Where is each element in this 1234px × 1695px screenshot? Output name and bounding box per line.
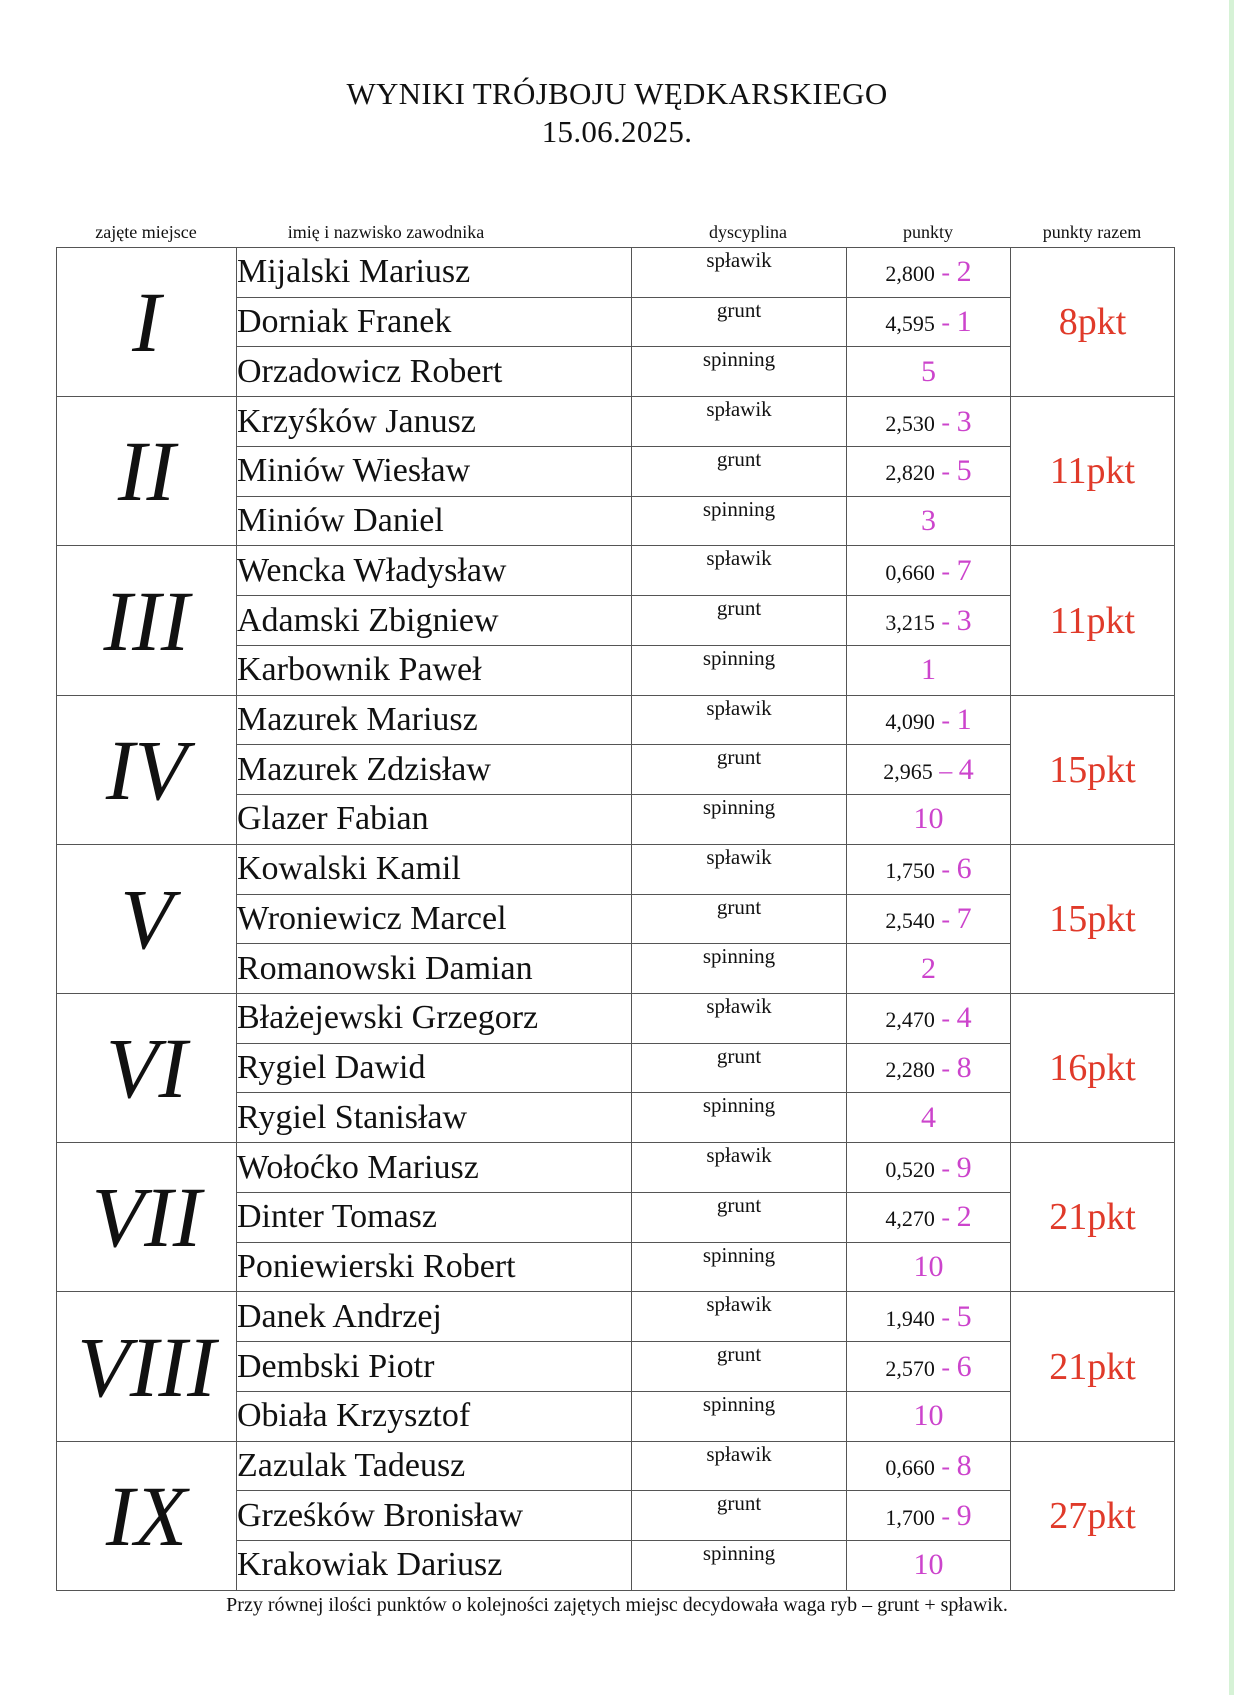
points-separator: -	[934, 1054, 957, 1084]
place-numeral: IX	[57, 1441, 237, 1590]
points-cell	[847, 1441, 1011, 1491]
results-table	[56, 247, 1175, 1591]
discipline-cell: spinning	[632, 347, 847, 397]
weight-value: 2,530	[885, 410, 935, 436]
competitor-name: Karbownik Paweł	[237, 645, 632, 695]
table-row	[57, 546, 1175, 596]
rank-points: 3	[956, 603, 972, 637]
points-separator: -	[934, 407, 957, 437]
weight-value: 4,595	[885, 311, 935, 337]
points-cell	[847, 1391, 1011, 1441]
rank-points: 9	[956, 1150, 972, 1184]
team-total-points: 11pkt	[1011, 397, 1175, 546]
competitor-name: Dembski Piotr	[237, 1342, 632, 1392]
competitor-name: Grześków Bronisław	[237, 1491, 632, 1541]
competitor-name: Orzadowicz Robert	[237, 347, 632, 397]
rank-points: 1	[956, 702, 972, 736]
discipline-cell: spławik	[632, 695, 847, 745]
team-total-points: 27pkt	[1011, 1441, 1175, 1590]
discipline-cell: grunt	[632, 894, 847, 944]
rank-points: 1	[956, 305, 972, 339]
competitor-name: Danek Andrzej	[237, 1292, 632, 1342]
table-row	[57, 248, 1175, 298]
discipline-cell: spławik	[632, 844, 847, 894]
points-cell	[847, 596, 1011, 646]
table-row	[57, 695, 1175, 745]
points-separator: -	[934, 904, 957, 934]
competitor-name: Wroniewicz Marcel	[237, 894, 632, 944]
competitor-name: Rygiel Stanisław	[237, 1093, 632, 1143]
competitor-name: Wencka Władysław	[237, 546, 632, 596]
weight-value: 2,470	[885, 1007, 935, 1033]
competitor-name: Dorniak Franek	[237, 297, 632, 347]
weight-value: 2,820	[885, 460, 935, 486]
points-cell	[847, 1292, 1011, 1342]
discipline-cell: spinning	[632, 795, 847, 845]
points-separator: -	[934, 308, 957, 338]
team-total-points: 16pkt	[1011, 994, 1175, 1143]
competitor-name: Kowalski Kamil	[237, 844, 632, 894]
points-cell	[847, 1043, 1011, 1093]
discipline-cell: grunt	[632, 1192, 847, 1242]
team-total-points: 21pkt	[1011, 1143, 1175, 1292]
rank-points: 4	[956, 1001, 972, 1035]
points-separator: –	[932, 755, 959, 785]
discipline-cell: spławik	[632, 1441, 847, 1491]
weight-value: 3,215	[885, 609, 935, 635]
discipline-cell: spinning	[632, 496, 847, 546]
place-numeral: V	[57, 844, 237, 993]
competitor-name: Krzyśków Janusz	[237, 397, 632, 447]
discipline-cell: grunt	[632, 1043, 847, 1093]
rank-points: 10	[913, 802, 944, 836]
footer-note: Przy równej ilości punktów o kolejności zajętych miejsc decydowała waga ryb – grunt + spławik.	[226, 1594, 1008, 1616]
header-name: imię i nazwisko zawodnika	[287, 222, 485, 242]
points-cell	[847, 1192, 1011, 1242]
rank-points: 2	[921, 951, 936, 985]
rank-points: 5	[921, 354, 936, 388]
weight-value: 1,700	[885, 1504, 935, 1530]
rank-points: 3	[921, 504, 936, 538]
table-row	[57, 1441, 1175, 1491]
place-numeral: II	[57, 397, 237, 546]
points-cell	[847, 446, 1011, 496]
discipline-cell: grunt	[632, 297, 847, 347]
header-total: punkty razem	[1042, 222, 1142, 242]
header-place: zajęte miejsce	[95, 222, 197, 242]
points-cell	[847, 1491, 1011, 1541]
discipline-cell: spinning	[632, 1391, 847, 1441]
rank-points: 1	[921, 653, 936, 687]
competitor-name: Wołoćko Mariusz	[237, 1143, 632, 1193]
points-cell	[847, 894, 1011, 944]
place-numeral: I	[57, 248, 237, 397]
competitor-name: Romanowski Damian	[237, 944, 632, 994]
place-numeral: III	[57, 546, 237, 695]
competitor-name: Glazer Fabian	[237, 795, 632, 845]
table-row	[57, 844, 1175, 894]
rank-points: 10	[913, 1548, 944, 1582]
rank-points: 10	[913, 1250, 944, 1284]
rank-points: 3	[956, 404, 972, 438]
points-cell	[847, 745, 1011, 795]
points-separator: -	[934, 606, 957, 636]
discipline-cell: spławik	[632, 1143, 847, 1193]
weight-value: 2,965	[883, 758, 933, 784]
points-separator: -	[934, 1004, 957, 1034]
discipline-cell: grunt	[632, 1491, 847, 1541]
points-cell	[847, 1143, 1011, 1193]
discipline-cell: spławik	[632, 397, 847, 447]
table-row	[57, 1292, 1175, 1342]
place-numeral: IV	[57, 695, 237, 844]
team-total-points: 11pkt	[1011, 546, 1175, 695]
rank-points: 8	[956, 1448, 972, 1482]
team-total-points: 15pkt	[1011, 844, 1175, 993]
competitor-name: Obiała Krzysztof	[237, 1391, 632, 1441]
weight-value: 4,270	[885, 1206, 935, 1232]
points-separator: -	[934, 855, 957, 885]
place-numeral: VIII	[57, 1292, 237, 1441]
discipline-cell: spławik	[632, 248, 847, 298]
team-total-points: 8pkt	[1011, 248, 1175, 397]
points-cell	[847, 297, 1011, 347]
right-edge-strip	[1229, 0, 1234, 1695]
discipline-cell: grunt	[632, 596, 847, 646]
discipline-cell: grunt	[632, 1342, 847, 1392]
header-points: punkty	[902, 222, 953, 242]
points-separator: -	[934, 457, 957, 487]
competitor-name: Dinter Tomasz	[237, 1192, 632, 1242]
points-separator: -	[934, 1451, 957, 1481]
points-cell	[847, 546, 1011, 596]
team-total-points: 15pkt	[1011, 695, 1175, 844]
rank-points: 9	[956, 1498, 972, 1532]
rank-points: 2	[956, 255, 972, 289]
weight-value: 4,090	[885, 708, 935, 734]
competitor-name: Błażejewski Grzegorz	[237, 994, 632, 1044]
rank-points: 5	[956, 1299, 972, 1333]
table-row	[57, 397, 1175, 447]
table-row	[57, 994, 1175, 1044]
points-cell	[847, 1541, 1011, 1591]
competitor-name: Poniewierski Robert	[237, 1242, 632, 1292]
weight-value: 2,540	[885, 907, 935, 933]
points-separator: -	[934, 1153, 957, 1183]
points-separator: -	[934, 705, 957, 735]
points-cell	[847, 397, 1011, 447]
document-title: WYNIKI TRÓJBOJU WĘDKARSKIEGO	[346, 76, 888, 111]
points-cell	[847, 347, 1011, 397]
competitor-name: Mazurek Mariusz	[237, 695, 632, 745]
points-separator: -	[934, 1352, 957, 1382]
rank-points: 4	[958, 752, 974, 786]
points-cell	[847, 496, 1011, 546]
points-cell	[847, 1342, 1011, 1392]
rank-points: 7	[956, 553, 972, 587]
competitor-name: Mazurek Zdzisław	[237, 745, 632, 795]
weight-value: 2,800	[885, 261, 935, 287]
rank-points: 4	[921, 1100, 936, 1134]
discipline-cell: spinning	[632, 944, 847, 994]
competitor-name: Rygiel Dawid	[237, 1043, 632, 1093]
competitor-name: Krakowiak Dariusz	[237, 1541, 632, 1591]
rank-points: 8	[956, 1051, 972, 1085]
discipline-cell: spławik	[632, 546, 847, 596]
points-cell	[847, 645, 1011, 695]
place-numeral: VII	[57, 1143, 237, 1292]
competitor-name: Miniów Wiesław	[237, 446, 632, 496]
points-separator: -	[934, 1501, 957, 1531]
header-discipline: dyscyplina	[709, 222, 787, 242]
competitor-name: Mijalski Mariusz	[237, 248, 632, 298]
rank-points: 6	[956, 1349, 972, 1383]
discipline-cell: grunt	[632, 745, 847, 795]
discipline-cell: spinning	[632, 1093, 847, 1143]
competitor-name: Miniów Daniel	[237, 496, 632, 546]
place-numeral: VI	[57, 994, 237, 1143]
points-separator: -	[934, 556, 957, 586]
points-cell	[847, 944, 1011, 994]
points-separator: -	[934, 258, 957, 288]
weight-value: 1,940	[885, 1305, 935, 1331]
discipline-cell: spławik	[632, 994, 847, 1044]
document-date: 15.06.2025.	[541, 114, 693, 149]
rank-points: 6	[956, 852, 972, 886]
discipline-cell: grunt	[632, 446, 847, 496]
team-total-points: 21pkt	[1011, 1292, 1175, 1441]
discipline-cell: spinning	[632, 645, 847, 695]
points-separator: -	[934, 1302, 957, 1332]
rank-points: 2	[956, 1200, 972, 1234]
rank-points: 5	[956, 454, 972, 488]
points-cell	[847, 695, 1011, 745]
weight-value: 0,660	[885, 559, 935, 585]
weight-value: 0,660	[885, 1454, 935, 1480]
competitor-name: Adamski Zbigniew	[237, 596, 632, 646]
weight-value: 0,520	[885, 1156, 935, 1182]
discipline-cell: spinning	[632, 1541, 847, 1591]
points-cell	[847, 1242, 1011, 1292]
points-cell	[847, 1093, 1011, 1143]
weight-value: 2,570	[885, 1355, 935, 1381]
competitor-name: Zazulak Tadeusz	[237, 1441, 632, 1491]
points-cell	[847, 795, 1011, 845]
points-cell	[847, 994, 1011, 1044]
discipline-cell: spławik	[632, 1292, 847, 1342]
table-row	[57, 1143, 1175, 1193]
weight-value: 1,750	[885, 858, 935, 884]
rank-points: 10	[913, 1399, 944, 1433]
discipline-cell: spinning	[632, 1242, 847, 1292]
points-cell	[847, 844, 1011, 894]
weight-value: 2,280	[885, 1057, 935, 1083]
points-cell	[847, 248, 1011, 298]
rank-points: 7	[956, 901, 972, 935]
points-separator: -	[934, 1203, 957, 1233]
